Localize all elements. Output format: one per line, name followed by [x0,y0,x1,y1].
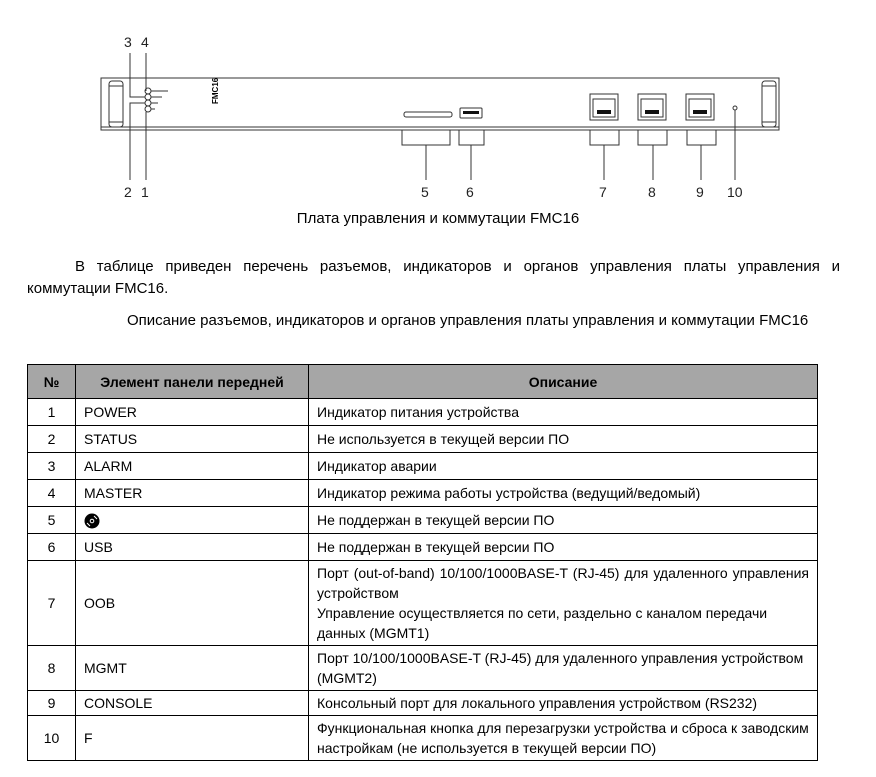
table-row [28,507,818,534]
row-element: ALARM [76,453,309,480]
row-description-line1: Порт (out-of-band) 10/100/1000BASE-T (RJ-45) для удаленного управления устройством [317,565,809,601]
callout-9: 9 [696,184,704,200]
f-button-icon [733,106,737,110]
row-element: OOB [76,561,309,646]
row-description: Не поддержан в текущей версии ПО [309,534,818,561]
callout-7: 7 [599,184,607,200]
panel-body [101,78,779,130]
row-num: 3 [28,453,76,480]
row-element: USB [76,534,309,561]
header-num: № [28,365,76,399]
module-label: FMC16 [211,77,220,104]
table-row [28,646,818,691]
row-description: Не используется в текущей версии ПО [309,426,818,453]
row-num: 2 [28,426,76,453]
table-title: Описание разъемов, индикаторов и органов управления платы управления и коммутации FMC16 [127,312,809,329]
rj45-port-console-icon [686,94,714,120]
table-row [28,691,818,716]
callout-5: 5 [421,184,429,200]
table-row [28,426,818,453]
callout-3: 3 [124,34,132,50]
row-description: Индикатор аварии [309,453,818,480]
sd-slot-icon [404,112,452,117]
row-element: CONSOLE [76,691,309,716]
table-row [28,399,818,426]
table-header-row [28,365,818,399]
figure-caption: Плата управления и коммутации FMC16 [296,210,580,227]
row-description-line2: Управление осуществляется по сети, раздельно с каналом передачи данных (MGMT1) [317,605,768,641]
row-description: Индикатор питания устройства [309,399,818,426]
callout-10: 10 [727,184,743,200]
callout-8: 8 [648,184,656,200]
row-num: 8 [28,646,76,691]
row-num: 6 [28,534,76,561]
left-handle-icon [109,81,123,127]
callout-4: 4 [141,34,149,50]
row-num: 1 [28,399,76,426]
row-element: F [76,716,309,761]
row-description: Индикатор режима работы устройства (ведущий/ведомый) [309,480,818,507]
row-description: Консольный порт для локального управления устройством (RS232) [309,691,818,716]
sd-card-disc-icon [84,513,100,529]
front-panel-diagram [0,0,876,205]
right-handle-icon [762,81,776,127]
row-element: STATUS [76,426,309,453]
row-description: Функциональная кнопка для перезагрузки устройства и сброса к заводским настройкам (не используется в текущей версии ПО) [309,716,818,761]
row-num: 5 [28,507,76,534]
header-description: Описание [309,365,818,399]
table-row [28,561,818,646]
table-row [28,534,818,561]
row-num: 7 [28,561,76,646]
rj45-port-oob-icon [590,94,618,120]
row-num: 10 [28,716,76,761]
row-description: Порт 10/100/1000BASE-T (RJ-45) для удаленного управления устройством (MGMT2) [309,646,818,691]
callout-6: 6 [466,184,474,200]
callout-2: 2 [124,184,132,200]
row-element: POWER [76,399,309,426]
table-row [28,716,818,761]
row-num: 9 [28,691,76,716]
row-description [309,561,818,646]
led-indicators-icon [145,88,168,112]
callout-1: 1 [141,184,149,200]
row-num: 4 [28,480,76,507]
connectors-table [27,364,818,761]
header-element: Элемент панели передней [76,365,309,399]
row-element: MASTER [76,480,309,507]
rj45-port-mgmt-icon [638,94,666,120]
row-element [76,507,309,534]
intro-paragraph: В таблице приведен перечень разъемов, индикаторов и органов управления платы управления и коммутации FMC16. [27,258,840,297]
table-row [28,453,818,480]
row-element: MGMT [76,646,309,691]
row-description: Не поддержан в текущей версии ПО [309,507,818,534]
table-row [28,480,818,507]
